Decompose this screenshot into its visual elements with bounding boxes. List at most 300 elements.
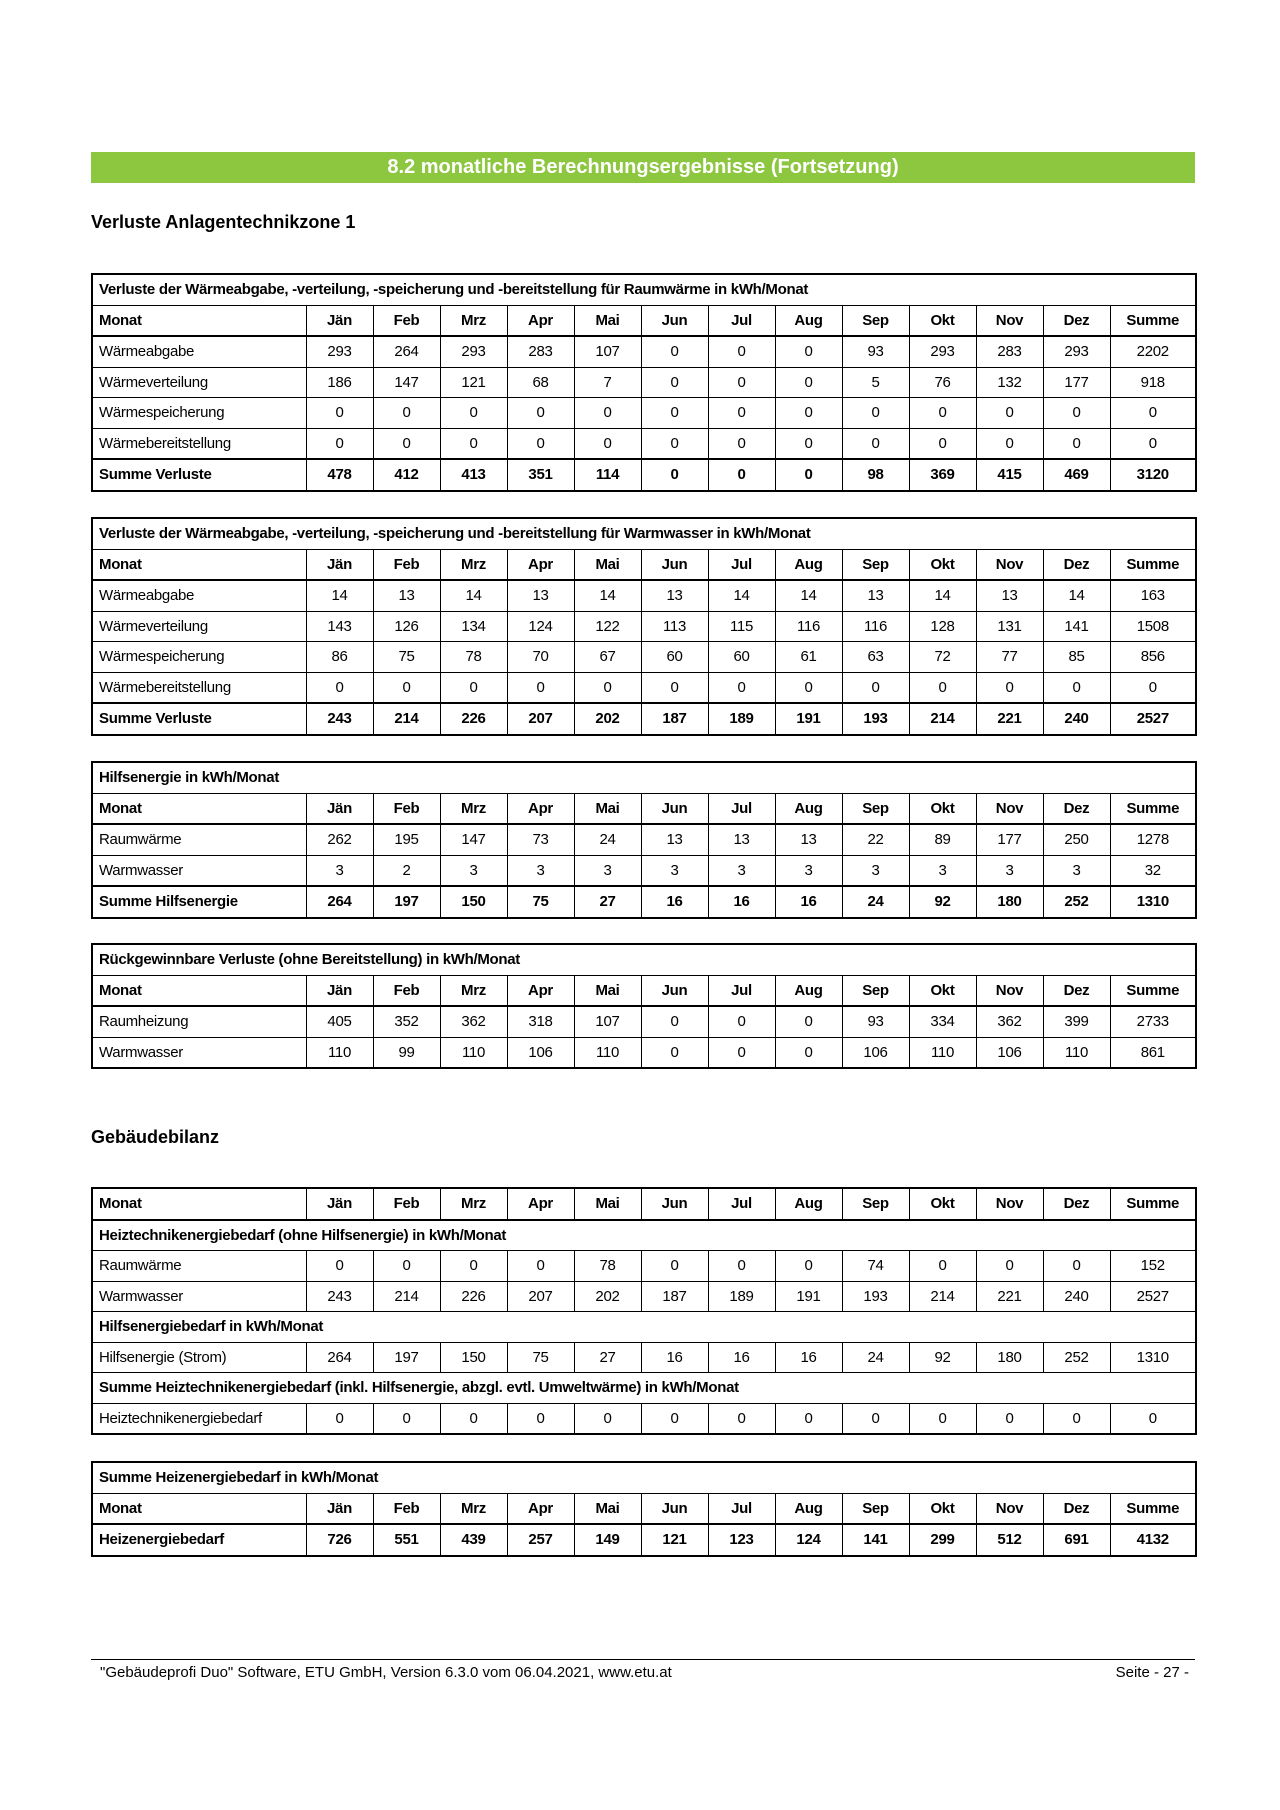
table-cell: 93 [842, 1006, 909, 1037]
table-row [92, 1342, 1196, 1373]
table-cell: 691 [1043, 1524, 1110, 1556]
column-header: Sep [842, 975, 909, 1006]
table-row [92, 672, 1196, 703]
table-sum-row [92, 1524, 1196, 1556]
table-cell: 243 [306, 1281, 373, 1312]
footer-page-number: Seite - 27 - [1115, 1664, 1189, 1681]
column-header: Jän [306, 1493, 373, 1524]
column-header: Okt [909, 793, 976, 824]
table-cell: 13 [775, 824, 842, 855]
column-header: Jun [641, 975, 708, 1006]
table-cell: 128 [909, 611, 976, 642]
table-cell: 264 [306, 1342, 373, 1373]
table-cell: 0 [641, 1037, 708, 1068]
table-cell: 14 [306, 580, 373, 611]
table-cell: 1310 [1110, 1342, 1196, 1373]
column-header: Dez [1043, 975, 1110, 1006]
table-cell: 469 [1043, 459, 1110, 491]
table-cell: 75 [373, 642, 440, 673]
column-header: Aug [775, 793, 842, 824]
table-cell: 351 [507, 459, 574, 491]
table-cell: 207 [507, 1281, 574, 1312]
row-label: Warmwasser [92, 855, 306, 886]
column-header: Summe [1110, 793, 1196, 824]
table-cell: 0 [1110, 398, 1196, 429]
column-header: Jul [708, 305, 775, 336]
column-header: Okt [909, 1493, 976, 1524]
table-cell: 110 [306, 1037, 373, 1068]
table-cell: 147 [373, 367, 440, 398]
table-cell: 0 [976, 1403, 1043, 1434]
table-cell: 0 [373, 1251, 440, 1282]
column-header: Dez [1043, 793, 1110, 824]
table-cell: 14 [1043, 580, 1110, 611]
table-cell: 0 [909, 398, 976, 429]
table-cell: 202 [574, 703, 641, 735]
table-cell: 0 [1110, 672, 1196, 703]
column-header: Jän [306, 549, 373, 580]
table-cell: 70 [507, 642, 574, 673]
column-header: Apr [507, 549, 574, 580]
table-cell: 0 [909, 1251, 976, 1282]
table-cell: 110 [909, 1037, 976, 1068]
table-cell: 13 [708, 824, 775, 855]
table-cell: 0 [976, 398, 1043, 429]
column-header: Apr [507, 793, 574, 824]
table-cell: 177 [1043, 367, 1110, 398]
table-cell: 0 [306, 1403, 373, 1434]
table-cell: 0 [708, 428, 775, 459]
table-cell: 13 [507, 580, 574, 611]
table-cell: 0 [708, 367, 775, 398]
table-cell: 4132 [1110, 1524, 1196, 1556]
table-cell: 197 [373, 1342, 440, 1373]
table-cell: 0 [641, 367, 708, 398]
column-header: Apr [507, 1493, 574, 1524]
table-caption-row [92, 762, 1196, 793]
table-cell: 299 [909, 1524, 976, 1556]
table-cell: 399 [1043, 1006, 1110, 1037]
table-cell: 0 [775, 1251, 842, 1282]
table-cell: 141 [1043, 611, 1110, 642]
column-header: Aug [775, 975, 842, 1006]
table-cell: 405 [306, 1006, 373, 1037]
table-row [92, 642, 1196, 673]
table-cell: 0 [842, 398, 909, 429]
table-cell: 124 [775, 1524, 842, 1556]
table-cell: 150 [440, 1342, 507, 1373]
table-cell: 2202 [1110, 336, 1196, 367]
table-cell: 5 [842, 367, 909, 398]
table-cell: 147 [440, 824, 507, 855]
table-cell: 126 [373, 611, 440, 642]
table-cell: 197 [373, 886, 440, 918]
table-row [92, 1037, 1196, 1068]
table-cell: 0 [708, 1251, 775, 1282]
row-label: Summe Verluste [92, 703, 306, 735]
footer-divider [91, 1659, 1195, 1660]
table-cell: 0 [708, 1037, 775, 1068]
table-cell: 163 [1110, 580, 1196, 611]
table-caption: Verluste der Wärmeabgabe, -verteilung, -speicherung und -bereitstellung für Warmwasser in kWh/Monat [92, 518, 1196, 549]
column-header: Dez [1043, 549, 1110, 580]
column-header: Feb [373, 549, 440, 580]
column-header: Monat [92, 549, 306, 580]
table-cell: 0 [507, 1403, 574, 1434]
column-header: Monat [92, 1188, 306, 1220]
column-header: Sep [842, 1188, 909, 1220]
row-label: Wärmebereitstellung [92, 672, 306, 703]
table-cell: 214 [373, 1281, 440, 1312]
table-cell: 76 [909, 367, 976, 398]
table-caption: Heiztechnikenergiebedarf (ohne Hilfsenergie) in kWh/Monat [92, 1220, 1196, 1251]
column-header: Jän [306, 1188, 373, 1220]
column-header: Apr [507, 1188, 574, 1220]
row-label: Heiztechnikenergiebedarf [92, 1403, 306, 1434]
table-cell: 16 [641, 886, 708, 918]
column-header: Apr [507, 975, 574, 1006]
row-label: Raumwärme [92, 1251, 306, 1282]
row-label: Wärmebereitstellung [92, 428, 306, 459]
column-header: Summe [1110, 1493, 1196, 1524]
table-cell: 3120 [1110, 459, 1196, 491]
table-row [92, 855, 1196, 886]
table-cell: 207 [507, 703, 574, 735]
table-cell: 0 [507, 672, 574, 703]
table-cell: 114 [574, 459, 641, 491]
table-cell: 318 [507, 1006, 574, 1037]
table-header-row [92, 305, 1196, 336]
table-cell: 1278 [1110, 824, 1196, 855]
table-caption-row [92, 518, 1196, 549]
table-cell: 121 [641, 1524, 708, 1556]
table-cell: 413 [440, 459, 507, 491]
row-label: Wärmespeicherung [92, 642, 306, 673]
table-cell: 0 [641, 672, 708, 703]
table-cell: 106 [507, 1037, 574, 1068]
table-header-row [92, 1493, 1196, 1524]
table-cell: 0 [306, 398, 373, 429]
column-header: Mai [574, 1188, 641, 1220]
table-cell: 60 [641, 642, 708, 673]
table-cell: 0 [1043, 1403, 1110, 1434]
table-cell: 283 [507, 336, 574, 367]
table-cell: 0 [909, 428, 976, 459]
table-cell: 116 [775, 611, 842, 642]
table-cell: 16 [641, 1342, 708, 1373]
table-cell: 0 [574, 428, 641, 459]
table-cell: 3 [306, 855, 373, 886]
table-cell: 252 [1043, 1342, 1110, 1373]
column-header: Jul [708, 549, 775, 580]
column-header: Nov [976, 549, 1043, 580]
table-row [92, 580, 1196, 611]
table-cell: 3 [909, 855, 976, 886]
row-label: Hilfsenergie (Strom) [92, 1342, 306, 1373]
table-row [92, 1251, 1196, 1282]
table-cell: 186 [306, 367, 373, 398]
section-title-gebaeudebilanz: Gebäudebilanz [91, 1127, 220, 1147]
column-header: Sep [842, 1493, 909, 1524]
table-row [92, 1006, 1196, 1037]
table-cell: 369 [909, 459, 976, 491]
column-header: Jun [641, 1493, 708, 1524]
table-cell: 107 [574, 336, 641, 367]
table-cell: 0 [373, 1403, 440, 1434]
table-cell: 110 [1043, 1037, 1110, 1068]
table-cell: 478 [306, 459, 373, 491]
table-cell: 121 [440, 367, 507, 398]
table-cell: 0 [775, 1403, 842, 1434]
table-cell: 16 [775, 886, 842, 918]
row-label: Summe Hilfsenergie [92, 886, 306, 918]
table-cell: 24 [842, 886, 909, 918]
table-cell: 3 [641, 855, 708, 886]
table-cell: 257 [507, 1524, 574, 1556]
table-cell: 3 [1043, 855, 1110, 886]
column-header: Nov [976, 1493, 1043, 1524]
table-sum-row [92, 459, 1196, 491]
table-cell: 13 [641, 580, 708, 611]
table-cell: 77 [976, 642, 1043, 673]
table-cell: 551 [373, 1524, 440, 1556]
table-cell: 0 [574, 672, 641, 703]
table-cell: 14 [574, 580, 641, 611]
table-cell: 0 [507, 398, 574, 429]
table-cell: 0 [842, 672, 909, 703]
table-cell: 0 [775, 428, 842, 459]
table-cell: 3 [574, 855, 641, 886]
table-caption-row [92, 944, 1196, 975]
table-cell: 0 [775, 672, 842, 703]
table-row [92, 398, 1196, 429]
table-row [92, 367, 1196, 398]
column-header: Jul [708, 1188, 775, 1220]
table-cell: 0 [440, 1403, 507, 1434]
table-cell: 293 [1043, 336, 1110, 367]
table-cell: 439 [440, 1524, 507, 1556]
table-cell: 0 [440, 1251, 507, 1282]
table-cell: 2 [373, 855, 440, 886]
table-header-row [92, 793, 1196, 824]
row-label: Summe Verluste [92, 459, 306, 491]
column-header: Feb [373, 1188, 440, 1220]
table-header-row [92, 975, 1196, 1006]
table-cell: 362 [440, 1006, 507, 1037]
column-header: Jun [641, 305, 708, 336]
column-header: Monat [92, 975, 306, 1006]
table-cell: 14 [909, 580, 976, 611]
table-cell: 3 [842, 855, 909, 886]
column-header: Mrz [440, 793, 507, 824]
table-cell: 110 [440, 1037, 507, 1068]
table-cell: 0 [909, 672, 976, 703]
table-cell: 214 [909, 703, 976, 735]
column-header: Dez [1043, 305, 1110, 336]
table-cell: 0 [976, 428, 1043, 459]
table-cell: 74 [842, 1251, 909, 1282]
table-cell: 13 [842, 580, 909, 611]
table-cell: 352 [373, 1006, 440, 1037]
table-hilfsenergie [91, 761, 1197, 919]
table-cell: 0 [708, 336, 775, 367]
table-cell: 191 [775, 1281, 842, 1312]
table-cell: 124 [507, 611, 574, 642]
table-cell: 3 [976, 855, 1043, 886]
table-cell: 99 [373, 1037, 440, 1068]
table-cell: 141 [842, 1524, 909, 1556]
table-cell: 362 [976, 1006, 1043, 1037]
table-cell: 0 [775, 459, 842, 491]
column-header: Feb [373, 793, 440, 824]
row-label: Wärmeabgabe [92, 336, 306, 367]
table-cell: 0 [574, 1403, 641, 1434]
table-cell: 0 [440, 672, 507, 703]
table-caption-row [92, 1373, 1196, 1404]
table-cell: 2733 [1110, 1006, 1196, 1037]
table-cell: 0 [1043, 1251, 1110, 1282]
column-header: Aug [775, 1188, 842, 1220]
table-cell: 243 [306, 703, 373, 735]
table-cell: 0 [775, 398, 842, 429]
table-cell: 726 [306, 1524, 373, 1556]
table-cell: 16 [708, 1342, 775, 1373]
table-cell: 191 [775, 703, 842, 735]
table-cell: 0 [440, 398, 507, 429]
column-header: Okt [909, 1188, 976, 1220]
table-cell: 16 [775, 1342, 842, 1373]
table-cell: 0 [708, 672, 775, 703]
table-cell: 293 [440, 336, 507, 367]
column-header: Monat [92, 1493, 306, 1524]
table-cell: 7 [574, 367, 641, 398]
column-header: Okt [909, 549, 976, 580]
table-cell: 193 [842, 1281, 909, 1312]
table-header-row [92, 549, 1196, 580]
table-cell: 3 [775, 855, 842, 886]
table-cell: 0 [641, 1006, 708, 1037]
table-cell: 0 [708, 1006, 775, 1037]
table-cell: 0 [1110, 1403, 1196, 1434]
table-caption-row [92, 1312, 1196, 1343]
table-cell: 0 [306, 672, 373, 703]
table-cell: 24 [574, 824, 641, 855]
table-cell: 0 [641, 1251, 708, 1282]
column-header: Mrz [440, 975, 507, 1006]
table-caption-row [92, 274, 1196, 305]
table-cell: 14 [440, 580, 507, 611]
table-cell: 0 [708, 1403, 775, 1434]
table-cell: 226 [440, 1281, 507, 1312]
table-cell: 0 [1110, 428, 1196, 459]
table-cell: 68 [507, 367, 574, 398]
column-header: Nov [976, 793, 1043, 824]
table-cell: 221 [976, 703, 1043, 735]
column-header: Jän [306, 793, 373, 824]
table-rueckgewinnbare-verluste [91, 943, 1197, 1069]
table-heizenergiebedarf [91, 1461, 1197, 1557]
column-header: Mrz [440, 305, 507, 336]
column-header: Mai [574, 793, 641, 824]
table-cell: 93 [842, 336, 909, 367]
table-cell: 187 [641, 1281, 708, 1312]
table-cell: 13 [373, 580, 440, 611]
row-label: Wärmeabgabe [92, 580, 306, 611]
table-cell: 89 [909, 824, 976, 855]
row-label: Wärmespeicherung [92, 398, 306, 429]
table-cell: 131 [976, 611, 1043, 642]
table-cell: 0 [708, 459, 775, 491]
table-cell: 240 [1043, 1281, 1110, 1312]
table-caption: Hilfsenergiebedarf in kWh/Monat [92, 1312, 1196, 1343]
column-header: Dez [1043, 1493, 1110, 1524]
table-cell: 13 [641, 824, 708, 855]
row-label: Raumwärme [92, 824, 306, 855]
table-cell: 13 [976, 580, 1043, 611]
table-row [92, 428, 1196, 459]
table-cell: 0 [1043, 398, 1110, 429]
table-cell: 250 [1043, 824, 1110, 855]
table-cell: 75 [507, 886, 574, 918]
table-cell: 0 [507, 428, 574, 459]
table-cell: 132 [976, 367, 1043, 398]
table-cell: 0 [775, 1037, 842, 1068]
table-cell: 177 [976, 824, 1043, 855]
table-cell: 0 [641, 398, 708, 429]
table-cell: 214 [909, 1281, 976, 1312]
table-cell: 85 [1043, 642, 1110, 673]
column-header: Summe [1110, 975, 1196, 1006]
table-cell: 3 [708, 855, 775, 886]
table-caption: Summe Heiztechnikenergiebedarf (inkl. Hilfsenergie, abzgl. evtl. Umweltwärme) in kWh/Monat [92, 1373, 1196, 1404]
table-cell: 75 [507, 1342, 574, 1373]
table-cell: 0 [373, 428, 440, 459]
table-cell: 293 [306, 336, 373, 367]
table-cell: 264 [306, 886, 373, 918]
table-cell: 0 [440, 428, 507, 459]
column-header: Aug [775, 1493, 842, 1524]
table-warmwasser-verluste [91, 517, 1197, 736]
table-cell: 149 [574, 1524, 641, 1556]
column-header: Mai [574, 1493, 641, 1524]
table-cell: 0 [1043, 672, 1110, 703]
table-raumwaerme-verluste [91, 273, 1197, 492]
table-cell: 24 [842, 1342, 909, 1373]
table-cell: 0 [909, 1403, 976, 1434]
table-cell: 3 [507, 855, 574, 886]
column-header: Sep [842, 793, 909, 824]
table-cell: 512 [976, 1524, 1043, 1556]
table-row [92, 1403, 1196, 1434]
column-header: Okt [909, 305, 976, 336]
table-cell: 0 [842, 1403, 909, 1434]
table-cell: 0 [775, 1006, 842, 1037]
table-cell: 252 [1043, 886, 1110, 918]
table-caption: Verluste der Wärmeabgabe, -verteilung, -speicherung und -bereitstellung für Raumwärme in kWh/Monat [92, 274, 1196, 305]
table-cell: 0 [641, 336, 708, 367]
table-gebaeudebilanz [91, 1187, 1197, 1435]
table-cell: 240 [1043, 703, 1110, 735]
column-header: Apr [507, 305, 574, 336]
column-header: Nov [976, 305, 1043, 336]
table-cell: 0 [976, 672, 1043, 703]
column-header: Dez [1043, 1188, 1110, 1220]
table-cell: 3 [440, 855, 507, 886]
table-cell: 32 [1110, 855, 1196, 886]
table-cell: 27 [574, 1342, 641, 1373]
column-header: Jul [708, 975, 775, 1006]
table-cell: 0 [641, 428, 708, 459]
